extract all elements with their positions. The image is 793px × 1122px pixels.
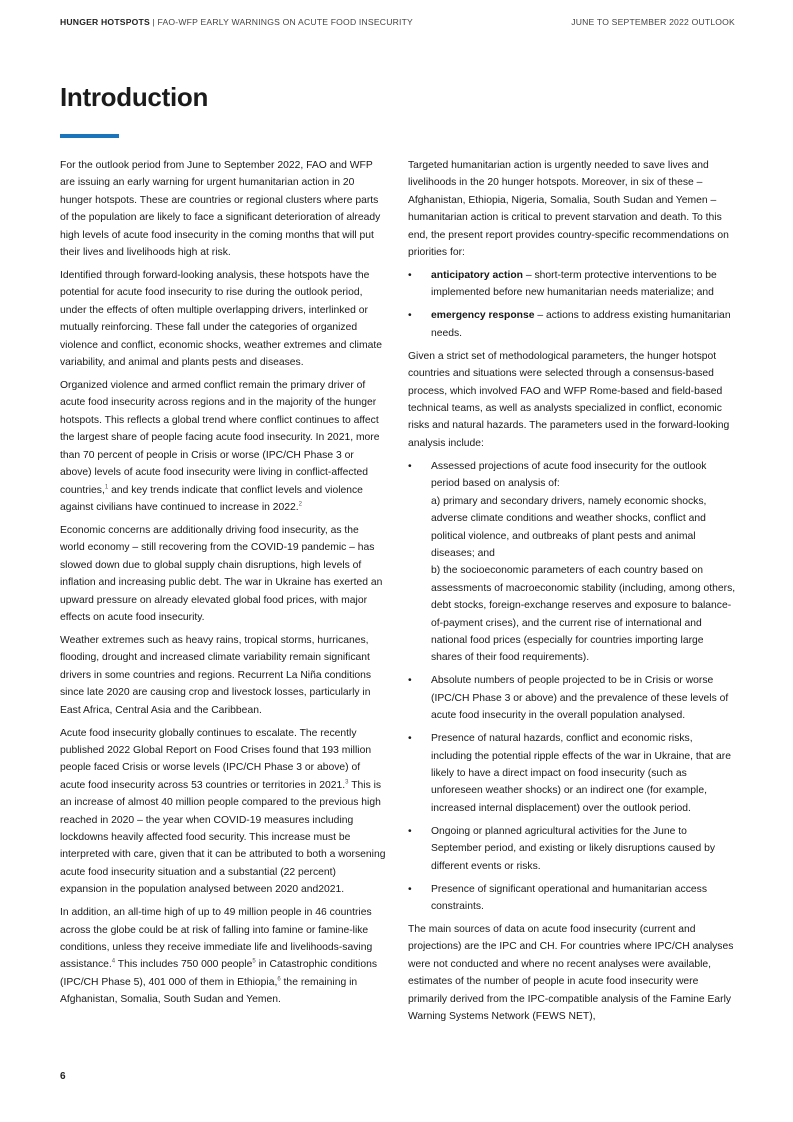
list-item <box>408 307 736 342</box>
paragraph-text: in Catastrophic conditions (IPC/CH Phase 5), 401 000 of them in Ethiopia, <box>60 959 378 988</box>
paragraph-text: This includes 750 000 people <box>115 959 253 971</box>
recommendations-list <box>408 267 736 342</box>
list-item-text: Presence of significant operational and humanitarian access constraints. <box>431 883 707 912</box>
bullet-icon: • <box>408 675 412 687</box>
list-item-term: emergency response <box>431 310 535 322</box>
paragraph: Given a strict set of methodological parameters, the hunger hotspot countries and situations were selected through a consensus-based process, which involved FAO and WFP Rome-based and field-based technical teams, as well as analysts specialized in conflict, economic risks and natural hazards. The parameters used in the forward-looking analysis include: <box>408 350 730 449</box>
list-item <box>408 267 736 302</box>
bullet-icon: • <box>408 825 412 837</box>
header-period: JUNE TO SEPTEMBER 2022 OUTLOOK <box>571 17 735 27</box>
paragraph: Economic concerns are additionally driving food insecurity, as the world economy – still recovering from the COVID-19 pandemic – has slowed down due to global supply chain disruptions, high levels of inflation and increasing public debt. The war in Ukraine has exerted an upward pressure on already elevated global food prices, with major effects on acute food insecurity. <box>60 524 383 623</box>
footnote-ref[interactable]: 3 <box>345 779 349 786</box>
header-report-name: HUNGER HOTSPOTS <box>60 17 150 27</box>
paragraph-text: This is an increase of almost 40 million people compared to the previous high reached in 2020 – the year when COVID-19 measures including lockdowns heavily affected food security. This increase must be interpreted with care, given that it can be attributed to both a worsening acute food insecurity situation and a substantial (22 percent) expansion in the population analysed between 2020 and2021. <box>60 779 386 896</box>
page-title: Introduction <box>60 82 209 112</box>
footnote-ref[interactable]: 5 <box>252 959 256 965</box>
paragraph-text: In addition, an all-time high of up to 49 million people in 46 countries across the globe could be at risk of falling into famine or famine-like conditions, unless they receive immediate life and livelihoods-saving assistance. <box>60 907 373 971</box>
bullet-icon: • <box>408 270 412 282</box>
bullet-icon: • <box>408 733 412 745</box>
list-item-text: – short-term protective interventions to be implemented before new humanitarian needs materialize; and <box>431 270 717 299</box>
bullet-icon: • <box>408 460 412 472</box>
list-item-text: Presence of natural hazards, conflict and economic risks, including the potential ripple effects of the war in Ukraine, that are likely to have a direct impact on food insecurity (such as unforeseen weather shocks) or an indirect one (for example, increased internal displacement) over the outlook period. <box>431 733 731 814</box>
list-item-text: Ongoing or planned agricultural activities for the June to September period, and existing or likely disruptions caused by different events or risks. <box>431 825 716 872</box>
paragraph: The main sources of data on acute food insecurity (current and projections) are the IPC and CH. For countries where IPC/CH analyses were not conducted and where no recent analyses were available, estimates of the number of people in acute food insecurity were primarily derived from the IPC-compatible analysis of the Famine Early Warning Systems Network (FEWS NET), <box>408 924 734 1023</box>
footnote-ref[interactable]: 1 <box>104 484 109 491</box>
footnote-ref[interactable]: 2 <box>298 501 302 508</box>
paragraph: For the outlook period from June to September 2022, FAO and WFP are issuing an early warning for urgent humanitarian action in 20 hunger hotspots. These are countries or regional clusters where parts of the population are likely to face a significant deterioration of already high levels of acute food insecurity in the coming months that will put their lives and livelihoods high at risk. <box>60 160 381 259</box>
paragraph <box>60 377 386 516</box>
list-item-text: Assessed projections of acute food insecurity for the outlook period based on analysis of: <box>431 460 707 490</box>
list-item-term: anticipatory action <box>431 270 523 282</box>
list-item <box>408 823 736 875</box>
paragraph-text: and key trends indicate that conflict levels and violence against civilians have continued to increase in 2022. <box>60 484 363 513</box>
list-item <box>408 881 736 916</box>
parameters-list <box>408 458 736 916</box>
list-item-text: Absolute numbers of people projected to be in Crisis or worse (IPC/CH Phase 3 or above) and the prevalence of these levels of acute food insecurity in the overall population analysed. <box>431 675 729 722</box>
paragraph: Identified through forward-looking analysis, these hotspots have the potential for acute food insecurity to rise during the outlook period, under the effects of often multiple overlapping drivers, interlinked or mutually reinforcing. These fall under the categories of organized violence and conflict, economic shocks, weather extremes and climate variability, and animal and plants pests and diseases. <box>60 270 382 369</box>
footnote-ref[interactable]: 6 <box>277 976 281 983</box>
bullet-icon: • <box>408 310 412 322</box>
header-left <box>60 17 413 27</box>
paragraph <box>60 904 386 1008</box>
list-item <box>408 458 736 667</box>
right-column <box>408 157 736 1031</box>
list-item-text: – actions to address existing humanitarian needs. <box>431 310 731 339</box>
list-subitem-text: a) primary and secondary drivers, namely economic shocks, adverse climate conditions and weather shocks, conflict and political violence, and outbreaks of plant pests and animal diseases; and <box>431 495 707 559</box>
paragraph-text: Organized violence and armed conflict remain the primary driver of acute food insecurity across regions and in the majority of the hunger hotspots. This reflects a global trend where conflict continues to affect the largest share of people facing acute food insecurity. In 2021, more than 70 percent of people in Crisis or worse (IPC/CH Phase 3 or above) levels of acute food insecurity were living in conflict-affected countries, <box>60 380 380 496</box>
paragraph: Targeted humanitarian action is urgently needed to save lives and livelihoods in the 20 hunger hotspots. Moreover, in six of these – Afghanistan, Ethiopia, Nigeria, Somalia, South Sudan and Yemen – humanitarian action is critical to prevent starvation and death. To this end, the present report provides country-specific recommendations on priorities for: <box>408 160 729 259</box>
list-subitem-text: b) the socioeconomic parameters of each country based on assessments of macroeconomic stability (including, among others, debt stocks, foreign-exchange reserves and exposure to balance-of-payment crises), and the current rise of international and national food prices (especially for countries importing large shares of their food requirements). <box>431 565 736 664</box>
bullet-icon: • <box>408 883 412 895</box>
list-item <box>408 672 736 724</box>
title-underline-bar <box>60 134 119 138</box>
footnote-ref[interactable]: 4 <box>111 959 116 965</box>
header-separator: | <box>149 17 158 27</box>
paragraph: Weather extremes such as heavy rains, tropical storms, hurricanes, flooding, drought and increased climate variability remain significant drivers in some countries and regions. Recurrent La Niña conditions since late 2020 are causing crop and livestock losses, particularly in East Africa, Central Asia and the Caribbean. <box>60 634 372 716</box>
paragraph-text: the remaining in Afghanistan, Somalia, South Sudan and Yemen. <box>60 976 358 1006</box>
header-subtitle: FAO-WFP EARLY WARNINGS ON ACUTE FOOD INSECURITY <box>157 17 413 27</box>
paragraph <box>60 725 386 899</box>
list-item <box>408 730 736 817</box>
left-column <box>60 157 386 1014</box>
paragraph-text: Acute food insecurity globally continues to escalate. The recently published 2022 Global Report on Food Crises found that 193 million people faced Crisis or worse levels (IPC/CH Phase 3 or above) of acute food insecurity across 53 countries or territories in 2021. <box>60 727 372 791</box>
page-number: 6 <box>60 1071 66 1082</box>
